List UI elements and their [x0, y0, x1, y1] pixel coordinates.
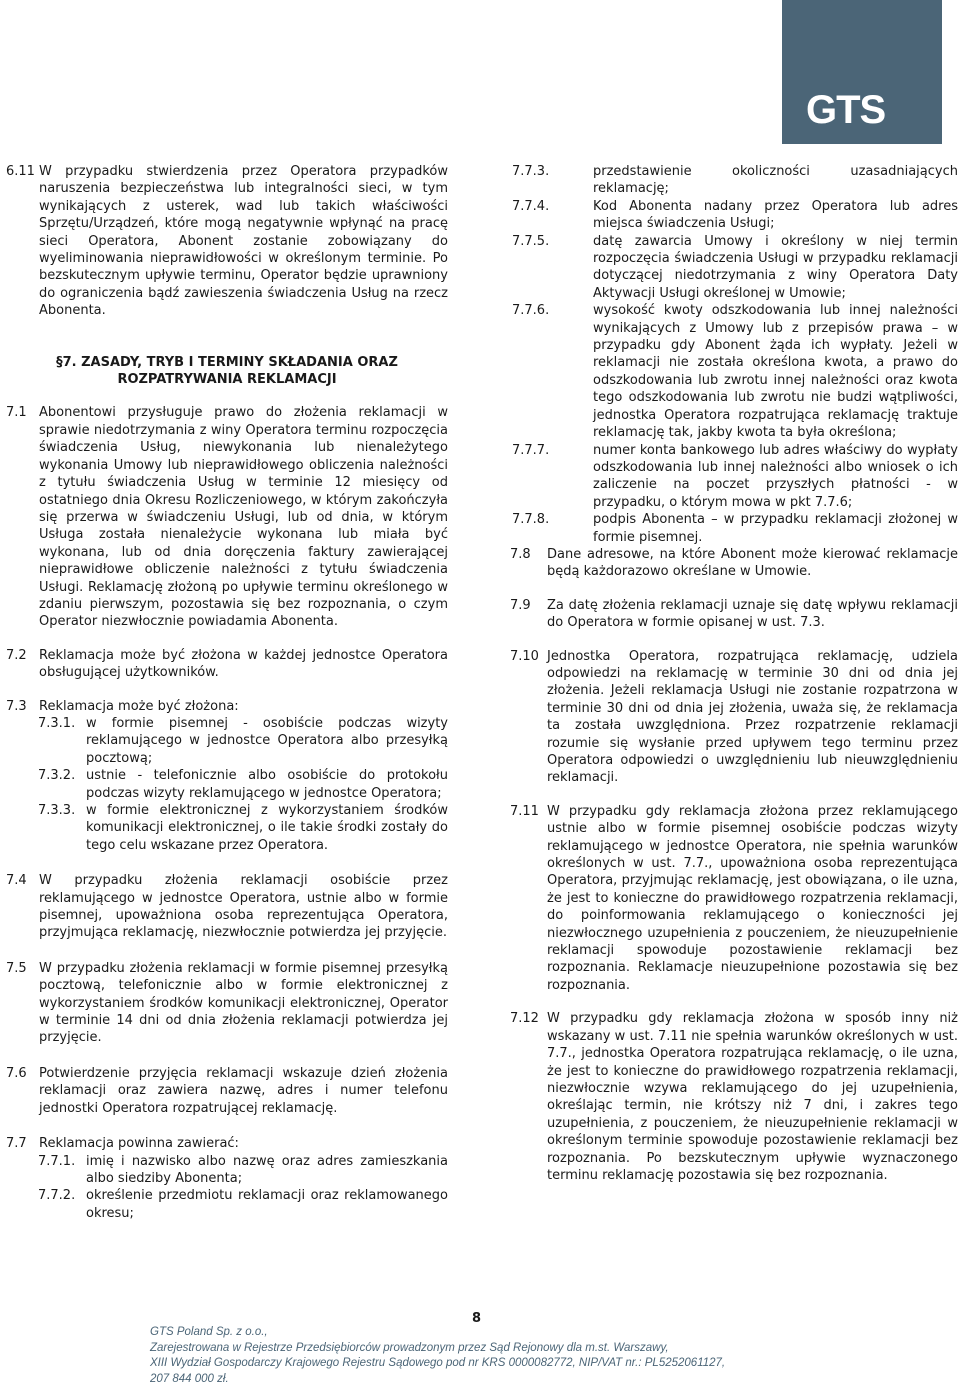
- paragraph-number: 7.2: [6, 647, 27, 663]
- page-number: 8: [472, 1311, 482, 1326]
- paragraph-text: W przypadku stwierdzenia przez Operatora przypadków naruszenia bezpieczeństwa lub integralności sieci, w tym wynikających z usterek, wad lub takich właściwości Sprzętu/Urządzeń, które mogą negatywnie wpłynąć na pracę sieci Operatora, Abonent zostanie zobowiązany do wyeliminowania nieprawidłowości w określonym terminie. Po bezskutecznym upływie terminu, Operator będzie uprawniony do ograniczenia bądź zawieszenia świadczenia Usług na rzecz Abonenta.: [39, 164, 448, 319]
- paragraph-number: 6.11: [6, 164, 35, 179]
- paragraph-number: 7.3.3.: [38, 803, 76, 818]
- paragraph-number: 7.7.1.: [38, 1153, 76, 1169]
- paragraph-number: 7.7.7.: [512, 442, 550, 458]
- paragraph-text: wysokość kwoty odszkodowania lub innej należności wynikających z Umowy lub z przepisów prawa – w przypadku gdy Abonent żąda ich wypłaty. Jeżeli w reklamacji nie została określona kwota, a prawo do odszkodowania lub zwrotu innej należności oraz kwota tego odszkodowania lub zwrotu nie budzi wątpliwości, jednostka Operatora rozpatrująca reklamację traktuje reklamację tak, jakby kwota ta była określona;: [593, 303, 958, 441]
- paragraph-6-11: [6, 163, 448, 320]
- paragraph-7-2: [6, 647, 448, 682]
- paragraph-7-7-3: [510, 163, 958, 198]
- left-column: [6, 163, 448, 1222]
- paragraph-text: w formie pisemnej - osobiście podczas wizyty reklamującego w jednostce Operatora albo przesyłką pocztową;: [86, 715, 448, 766]
- paragraph-7-5: [6, 960, 448, 1047]
- paragraph-number: 7.3.2.: [38, 768, 76, 784]
- paragraph-text: Za datę złożenia reklamacji uznaje się datę wpływu reklamacji do Operatora w formie opisanej w ust. 7.3.: [547, 597, 958, 631]
- footer: [150, 1325, 810, 1387]
- paragraph-7-7-2: [6, 1187, 448, 1222]
- paragraph-text: Potwierdzenie przyjęcia reklamacji wskazuje dzień złożenia reklamacji oraz zawiera nazwę, adres i numer telefonu jednostki Operatora rozpatrującej reklamację.: [39, 1065, 448, 1116]
- paragraph-text: datę zawarcia Umowy i określony w niej termin rozpoczęcia świadczenia Usługi w przypadku reklamacji dotyczącej niedotrzymania z winy Operatora Daty Aktywacji Usługi określonej w Umowie;: [593, 233, 958, 301]
- paragraph-number: 7.12: [510, 1011, 539, 1027]
- paragraph-text: w formie elektronicznej z wykorzystaniem środków komunikacji elektronicznej, o ile takie środki zostały do tego celu wskazane przez Operatora.: [86, 803, 448, 853]
- paragraph-number: 7.9: [510, 597, 531, 613]
- paragraph-text: Reklamacja może być złożona w każdej jednostce Operatora obsługującej użytkowników.: [39, 647, 448, 681]
- paragraph-number: 7.7.6.: [512, 303, 550, 319]
- paragraph-number: 7.3.1.: [38, 715, 76, 731]
- paragraph-7-9: [510, 597, 958, 632]
- paragraph-text: ustnie - telefonicznie albo osobiście do protokołu podczas wizyty reklamującego w jednostce Operatora;: [86, 768, 448, 801]
- paragraph-number: 7.7.2.: [38, 1188, 76, 1204]
- paragraph-number: 7.4: [6, 873, 27, 889]
- paragraph-text: Kod Abonenta nadany przez Operatora lub adres miejsca świadczenia Usługi;: [593, 198, 958, 232]
- logo-text: GTS: [806, 88, 886, 132]
- paragraph-text: Abonentowi przysługuje prawo do złożenia reklamacji w sprawie niedotrzymania z winy Operatora terminu rozpoczęcia świadczenia Usług, niewykonania lub nienależytego wykonania Umowy lub nieprawidłowego obliczenia należności z tytułu świadczenia Usług w terminie 12 miesięcy od ostatniego dnia Okresu Rozliczeniowego, w którym zakończyła się przerwa w świadczeniu Usługi, lub od dnia, w którym Usługa została nienależycie wykonana lub miała być wykonana, lub od dnia doręczenia faktury zawierającej nieprawidłowe obliczenie należności z tytułu świadczenia Usługi. Reklamację złożoną po upływie terminu określonego w zdaniu pierwszym, pozostawia się bez rozpoznania, o czym Operator niezwłocznie powiadamia Abonenta.: [39, 405, 448, 630]
- paragraph-text: Jednostka Operatora, rozpatrująca reklamację, udziela odpowiedzi na reklamację w terminie 30 dni od dnia jej złożenia. Jeżeli reklamacja Usługi nie zostanie rozpatrzona w terminie 30 dni od dnia jej złożenia, uważa się, że reklamacja ta została uwzględniona. Przez rozpatrzenie reklamacji rozumie się wysłanie przed upływem tego terminu przez Operatora odpowiedzi o uwzględnieniu lub nieuwzględnieniu reklamacji.: [547, 648, 958, 786]
- paragraph-text: określenie przedmiotu reklamacji oraz reklamowanego okresu;: [86, 1188, 448, 1221]
- paragraph-7-1: [6, 404, 448, 630]
- paragraph-7-8: [510, 546, 958, 581]
- right-column: [510, 163, 958, 1184]
- paragraph-7-3-1: [6, 715, 448, 767]
- footer-line-2: Zarejestrowana w Rejestrze Przedsiębiorców prowadzonym przez Sąd Rejonowy dla m.st. Warszawy,: [150, 1341, 669, 1354]
- paragraph-7-4: [6, 872, 448, 942]
- paragraph-text: przedstawienie okoliczności uzasadniających reklamację;: [593, 164, 958, 197]
- paragraph-number: 7.5: [6, 960, 27, 976]
- paragraph-number: 7.7.8.: [512, 512, 550, 528]
- section-heading-line-1: §7. ZASADY, TRYB I TERMINY SKŁADANIA ORAZ: [56, 354, 398, 370]
- paragraph-text: numer konta bankowego lub adres właściwy do wypłaty odszkodowania lub innej należności albo wniosek o ich zaliczenie na poczet przyszłych płatności - w przypadku, o którym mowa w pkt 7.7.6;: [593, 442, 958, 510]
- paragraph-7-6: [6, 1065, 448, 1117]
- paragraph-text: podpis Abonenta – w przypadku reklamacji złożonej w formie pisemnej.: [593, 512, 958, 545]
- paragraph-text: Dane adresowe, na które Abonent może kierować reklamacje będą każdorazowo określane w Umowie.: [547, 546, 958, 580]
- section-heading: [6, 354, 448, 389]
- paragraph-7-7-4: [510, 198, 958, 233]
- paragraph-number: 7.3: [6, 698, 27, 714]
- paragraph-number: 7.10: [510, 648, 539, 664]
- paragraph-number: 7.8: [510, 546, 531, 562]
- paragraph-7-10: [510, 648, 958, 787]
- paragraph-7-7: [6, 1135, 448, 1152]
- paragraph-number: 7.7.4.: [512, 198, 550, 214]
- paragraph-number: 7.1: [6, 405, 27, 421]
- paragraph-7-7-6: [510, 302, 958, 441]
- paragraph-number: 7.6: [6, 1065, 27, 1081]
- paragraph-text: W przypadku gdy reklamacja złożona w sposób inny niż wskazany w ust. 7.11 nie spełnia warunków określonych w ust. 7.7., jednostka Operatora rozpatrująca reklamację, o ile uzna, że jest to konieczne do prawidłowego rozpatrzenia reklamacji, niezwłocznie wzywa reklamującego do jej uzupełnienia, określając termin, nie krótszy niż 7 dni, i zakres tego uzupełnienia, z pouczeniem, że nieuzupełnienie reklamacji w określonym terminie spowoduje pozostawienie reklamacji bez rozpoznania. Po bezskutecznym upływie wyznaczonego terminu reklamację pozostawia się bez rozpoznania.: [547, 1011, 958, 1183]
- footer-line-1: GTS Poland Sp. z o.o.,: [150, 1326, 268, 1338]
- paragraph-text: Reklamacja może być złożona:: [39, 698, 239, 714]
- paragraph-7-7-7: [510, 442, 958, 512]
- paragraph-text: W przypadku złożenia reklamacji w formie pisemnej przesyłką pocztową, telefonicznie albo w formie elektronicznej z wykorzystaniem środków komunikacji elektronicznej, Operator w terminie 14 dni od dnia złożenia reklamacji potwierdza jej przyjęcie.: [39, 960, 448, 1046]
- paragraph-7-3-3: [6, 802, 448, 854]
- paragraph-7-3-2: [6, 767, 448, 802]
- gts-logo: [782, 0, 942, 144]
- paragraph-7-7-8: [510, 511, 958, 546]
- footer-line-4: 207 844 000 zł.: [150, 1372, 229, 1385]
- paragraph-text: Reklamacja powinna zawierać:: [39, 1136, 239, 1152]
- paragraph-7-3: [6, 698, 448, 715]
- section-heading-line-2: ROZPATRYWANIA REKLAMACJI: [117, 372, 337, 388]
- paragraph-number: 7.7.5.: [512, 233, 550, 249]
- paragraph-text: W przypadku gdy reklamacja złożona przez reklamującego ustnie albo w formie pisemnej osobiście podczas wizyty reklamującego w jednostce Operatora, nie spełnia warunków określonych w ust. 7.7., upoważniona osoba reprezentująca Operatora, przyjmując reklamację, jest obowiązana, o ile uzna, że jest to konieczne do prawidłowego rozpatrzenia reklamacji, do poinformowania reklamującego o konieczności jej niezwłocznego uzupełnienia z pouczeniem, że nieuzupełnienie reklamacji spowoduje pozostawienie reklamacji bez rozpoznania. Reklamacje nieuzupełnione pozostawia się bez rozpoznania.: [547, 803, 958, 993]
- paragraph-7-11: [510, 803, 958, 994]
- footer-line-3: XIII Wydział Gospodarczy Krajowego Rejestru Sądowego pod nr KRS 0000082772, NIP/VAT nr.: PL5252061127,: [150, 1357, 726, 1369]
- paragraph-text: W przypadku złożenia reklamacji osobiście przez reklamującego w jednostce Operatora, ustnie albo w formie pisemnej, upoważniona osoba reprezentująca Operatora, przyjmująca reklamację, niezwłocznie potwierdza jej przyjęcie.: [39, 873, 448, 941]
- paragraph-7-7-5: [510, 233, 958, 303]
- paragraph-7-7-1: [6, 1153, 448, 1188]
- paragraph-number: 7.7.3.: [512, 164, 550, 179]
- paragraph-number: 7.7: [6, 1136, 27, 1152]
- paragraph-text: imię i nazwisko albo nazwę oraz adres zamieszkania albo siedziby Abonenta;: [86, 1153, 448, 1186]
- paragraph-number: 7.11: [510, 803, 539, 819]
- paragraph-7-12: [510, 1010, 958, 1184]
